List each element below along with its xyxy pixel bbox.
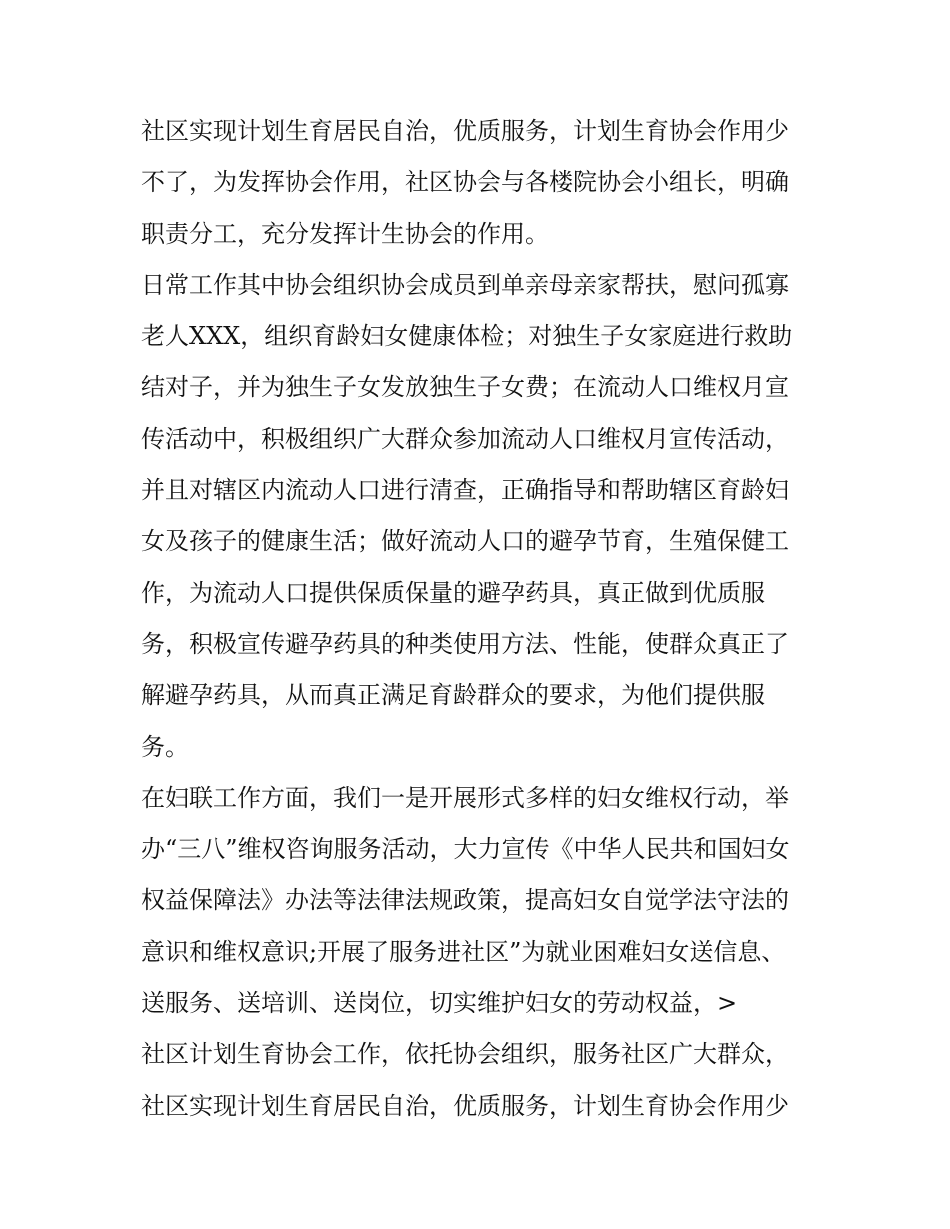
- text-line: 务，积极宣传避孕药具的种类使用方法、性能，使群众真正了: [141, 629, 789, 658]
- text-line: 社区实现计划生育居民自治，优质服务，计划生育协会作用少: [141, 117, 789, 145]
- text-line: 社区实现计划生育居民自治，优质服务，计划生育协会作用少: [141, 1091, 789, 1120]
- text-line: 并且对辖区内流动人口进行清查，正确指导和帮助辖区育龄妇: [141, 476, 789, 505]
- text-line: 不了，为发挥协会作用，社区协会与各楼院协会小组长，明确: [141, 168, 789, 197]
- text-line: 传活动中，积极组织广大群众参加流动人口维权月宣传活动，: [141, 424, 789, 453]
- text-line: 意识和维权意识;开展了服务进社区”为就业困难妇女送信息、: [141, 937, 786, 966]
- text-line: 在妇联工作方面，我们一是开展形式多样的妇女维权行动，举: [141, 783, 789, 812]
- paragraph-3: [141, 773, 831, 1029]
- text-line: 老人XXX，组织育龄妇女健康体检；对独生子女家庭进行救助: [141, 322, 793, 351]
- text-line: 务。: [141, 732, 189, 761]
- text-line: 女及孩子的健康生活；做好流动人口的避孕节育，生殖保健工: [141, 527, 789, 556]
- paragraph-1: [141, 106, 831, 260]
- text-line: 权益保障法》办法等法律法规政策，提高妇女自觉学法守法的: [141, 886, 789, 915]
- document-body: [141, 106, 831, 1132]
- text-line: 结对子，并为独生子女发放独生子女费；在流动人口维权月宣: [141, 373, 789, 402]
- text-line: 办“三八”维权咨询服务活动，大力宣传《中华人民共和国妇女: [141, 835, 790, 864]
- text-line: 作，为流动人口提供保质保量的避孕药具，真正做到优质服: [141, 578, 765, 607]
- text-line: 解避孕药具，从而真正满足育龄群众的要求，为他们提供服: [141, 681, 765, 710]
- paragraph-4: [141, 1029, 831, 1132]
- text-line: 职责分工，充分发挥计生协会的作用。: [141, 219, 549, 248]
- text-line: 社区计划生育协会工作，依托协会组织，服务社区广大群众，: [141, 1040, 789, 1069]
- paragraph-2: [141, 260, 831, 773]
- text-line: 送服务、送培训、送岗位，切实维护妇女的劳动权益，>: [141, 989, 738, 1018]
- text-line: 日常工作其中协会组织协会成员到单亲母亲家帮扶，慰问孤寡: [141, 270, 789, 299]
